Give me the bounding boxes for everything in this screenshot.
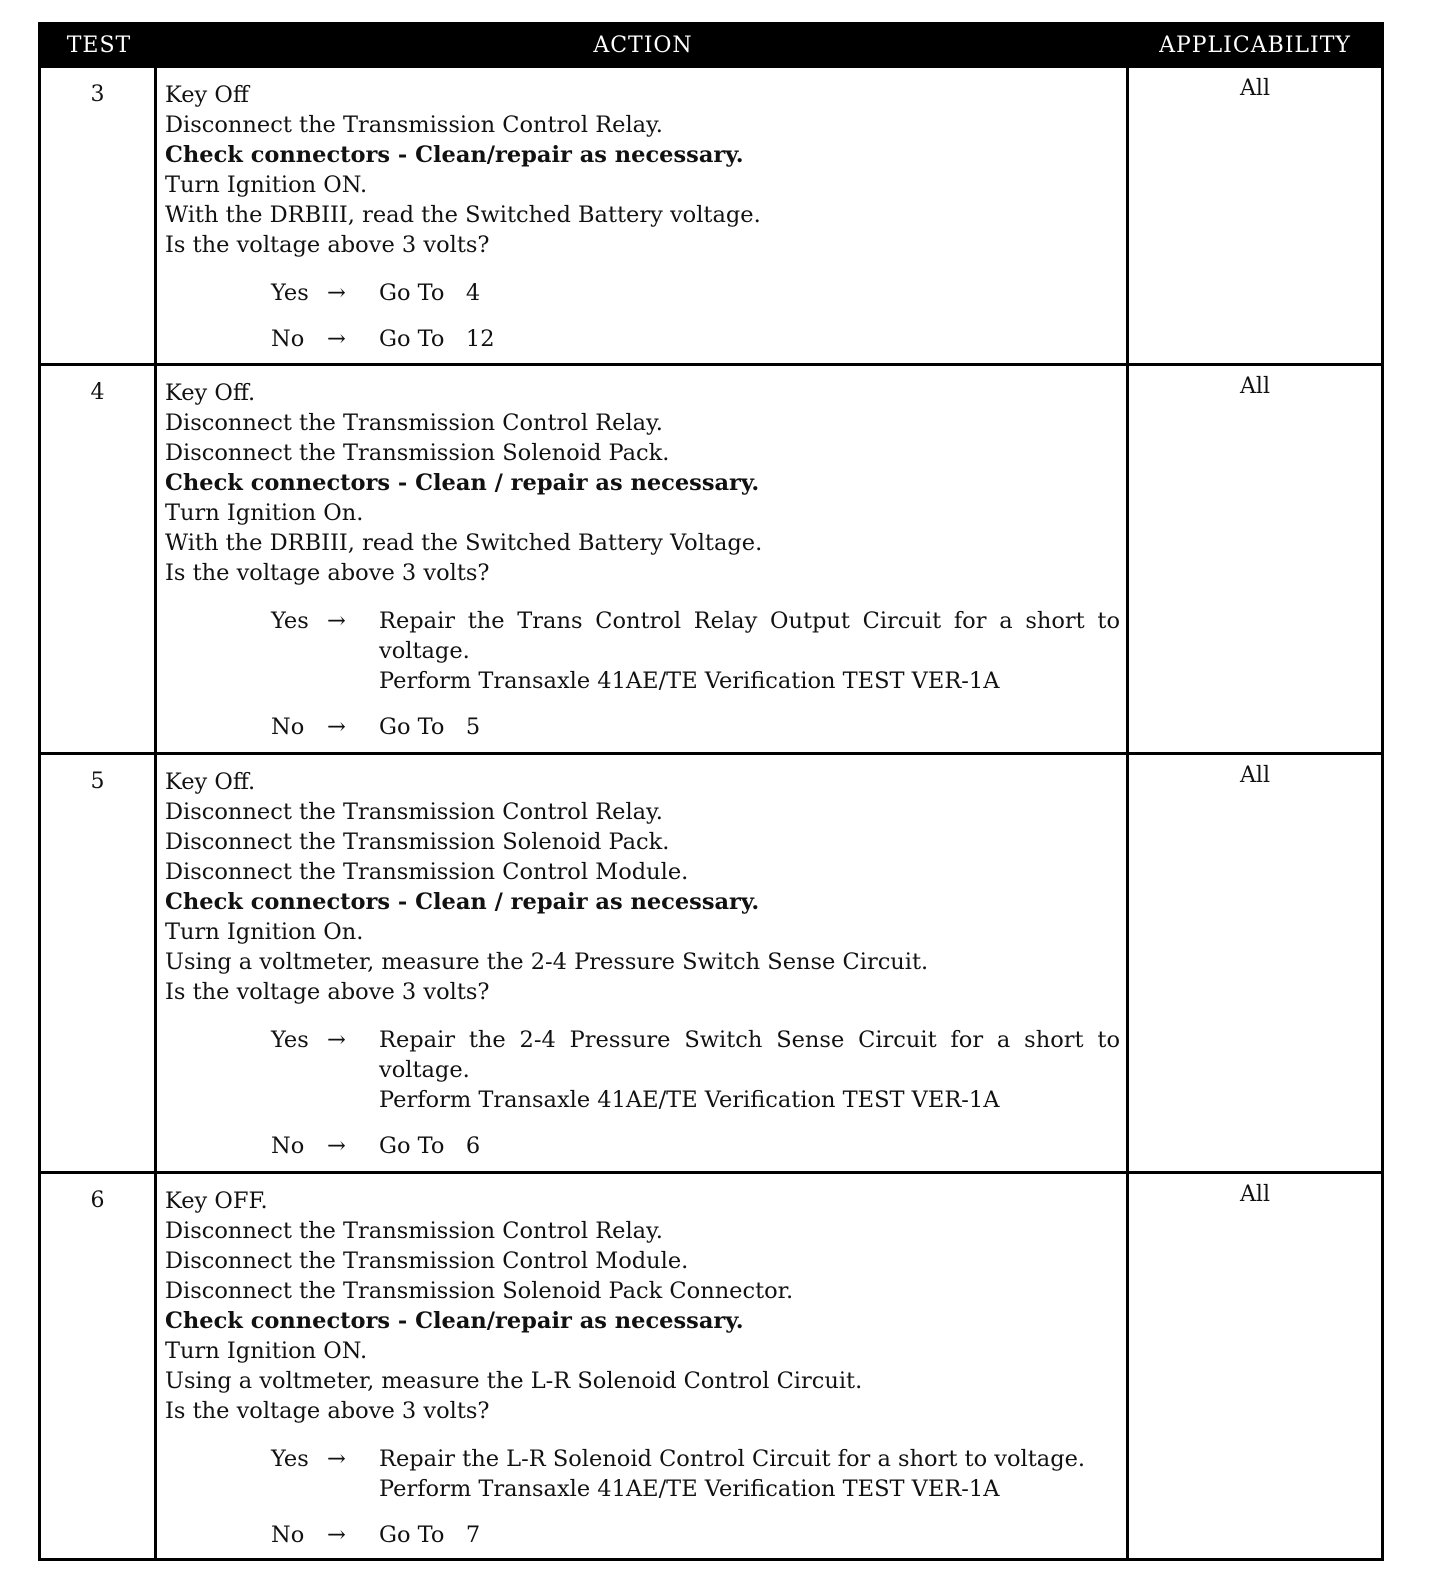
- action-question: Is the voltage above 3 volts?: [165, 1398, 490, 1424]
- action-step: Key OFF.: [165, 1188, 268, 1214]
- no-label: No: [271, 1522, 305, 1548]
- applicability-value: All: [1240, 374, 1270, 399]
- action-question: Is the voltage above 3 volts?: [165, 232, 490, 258]
- action-step: Turn Ignition ON.: [165, 172, 368, 198]
- no-label: No: [271, 326, 305, 352]
- yes-text: [379, 1444, 1120, 1504]
- yes-text: [379, 606, 1120, 696]
- no-answer: [165, 712, 1120, 742]
- header-applicability: APPLICABILITY: [1159, 32, 1351, 58]
- action-step-emphasis: Check connectors - Clean/repair as necessary.: [165, 1308, 744, 1334]
- no-goto: Go To 5: [379, 714, 481, 740]
- header-test: TEST: [66, 32, 132, 58]
- no-label: No: [271, 714, 305, 740]
- action-step: Disconnect the Transmission Control Module.: [165, 1248, 689, 1274]
- action-step: Key Off.: [165, 380, 256, 406]
- yes-label: Yes: [271, 280, 309, 306]
- table-row: [41, 752, 1381, 1171]
- test-number: 6: [41, 1174, 157, 1558]
- header-action: ACTION: [593, 32, 693, 58]
- yes-verify-step: Perform Transaxle 41AE/TE Verification TEST VER-1A: [379, 1476, 1000, 1502]
- applicability-value: All: [1240, 1182, 1270, 1207]
- no-label: No: [271, 1133, 305, 1159]
- action-question: Is the voltage above 3 volts?: [165, 560, 490, 586]
- no-goto: Go To 6: [379, 1133, 481, 1159]
- table-header: [41, 25, 1381, 65]
- action-step: Key Off.: [165, 769, 256, 795]
- action-step: Disconnect the Transmission Solenoid Pack.: [165, 440, 670, 466]
- yes-repair-step: Repair the Trans Control Relay Output Circuit for a short to voltage.: [379, 608, 1120, 664]
- action-step: With the DRBIII, read the Switched Battery Voltage.: [165, 530, 763, 556]
- action-step-emphasis: Check connectors - Clean/repair as necessary.: [165, 142, 744, 168]
- arrow-right-icon: →: [327, 1133, 346, 1159]
- arrow-right-icon: →: [327, 1027, 346, 1053]
- arrow-right-icon: →: [327, 280, 346, 306]
- action-step: Key Off: [165, 82, 249, 108]
- action-step: Turn Ignition ON.: [165, 1338, 368, 1364]
- action-step: Turn Ignition On.: [165, 500, 364, 526]
- no-goto: Go To 12: [379, 326, 495, 352]
- action-step-emphasis: Check connectors - Clean / repair as necessary.: [165, 889, 760, 915]
- action-step-emphasis: Check connectors - Clean / repair as necessary.: [165, 470, 760, 496]
- arrow-right-icon: →: [327, 1522, 346, 1548]
- action-cell: [157, 1174, 1129, 1558]
- yes-goto: Go To 4: [379, 280, 481, 306]
- yes-text: [379, 1025, 1120, 1115]
- table-row: [41, 363, 1381, 752]
- action-cell: [157, 68, 1129, 363]
- yes-repair-step: Repair the 2-4 Pressure Switch Sense Circuit for a short to voltage.: [379, 1027, 1120, 1083]
- action-step: Disconnect the Transmission Solenoid Pack.: [165, 829, 670, 855]
- action-step: Disconnect the Transmission Control Module.: [165, 859, 689, 885]
- yes-answer: [165, 606, 1120, 696]
- yes-label: Yes: [271, 1446, 309, 1472]
- no-goto: Go To 7: [379, 1522, 481, 1548]
- yes-label: Yes: [271, 608, 309, 634]
- action-cell: [157, 755, 1129, 1171]
- arrow-right-icon: →: [327, 326, 346, 352]
- applicability-value: All: [1240, 763, 1270, 788]
- yes-verify-step: Perform Transaxle 41AE/TE Verification TEST VER-1A: [379, 1087, 1000, 1113]
- arrow-right-icon: →: [327, 1446, 346, 1472]
- no-answer: [165, 1131, 1120, 1161]
- yes-answer: [165, 1444, 1120, 1504]
- action-step: With the DRBIII, read the Switched Battery voltage.: [165, 202, 761, 228]
- applicability-value: All: [1240, 76, 1270, 101]
- yes-repair-step: Repair the L-R Solenoid Control Circuit for a short to voltage.: [379, 1446, 1086, 1472]
- test-number: 3: [41, 68, 157, 363]
- action-question: Is the voltage above 3 volts?: [165, 979, 490, 1005]
- diagnostic-test-table: [38, 22, 1384, 1561]
- table-row: [41, 65, 1381, 363]
- arrow-right-icon: →: [327, 714, 346, 740]
- yes-answer: [165, 278, 1120, 308]
- action-cell: [157, 366, 1129, 752]
- action-step: Turn Ignition On.: [165, 919, 364, 945]
- arrow-right-icon: →: [327, 608, 346, 634]
- yes-label: Yes: [271, 1027, 309, 1053]
- action-step: Disconnect the Transmission Control Relay.: [165, 112, 663, 138]
- action-step: Using a voltmeter, measure the L-R Solenoid Control Circuit.: [165, 1368, 863, 1394]
- action-step: Using a voltmeter, measure the 2-4 Pressure Switch Sense Circuit.: [165, 949, 929, 975]
- action-step: Disconnect the Transmission Solenoid Pack Connector.: [165, 1278, 794, 1304]
- action-step: Disconnect the Transmission Control Relay.: [165, 1218, 663, 1244]
- action-step: Disconnect the Transmission Control Relay.: [165, 410, 663, 436]
- action-step: Disconnect the Transmission Control Relay.: [165, 799, 663, 825]
- test-number: 4: [41, 366, 157, 752]
- table-row: [41, 1171, 1381, 1558]
- no-answer: [165, 324, 1120, 354]
- yes-answer: [165, 1025, 1120, 1115]
- test-number: 5: [41, 755, 157, 1171]
- yes-verify-step: Perform Transaxle 41AE/TE Verification TEST VER-1A: [379, 668, 1000, 694]
- no-answer: [165, 1520, 1120, 1550]
